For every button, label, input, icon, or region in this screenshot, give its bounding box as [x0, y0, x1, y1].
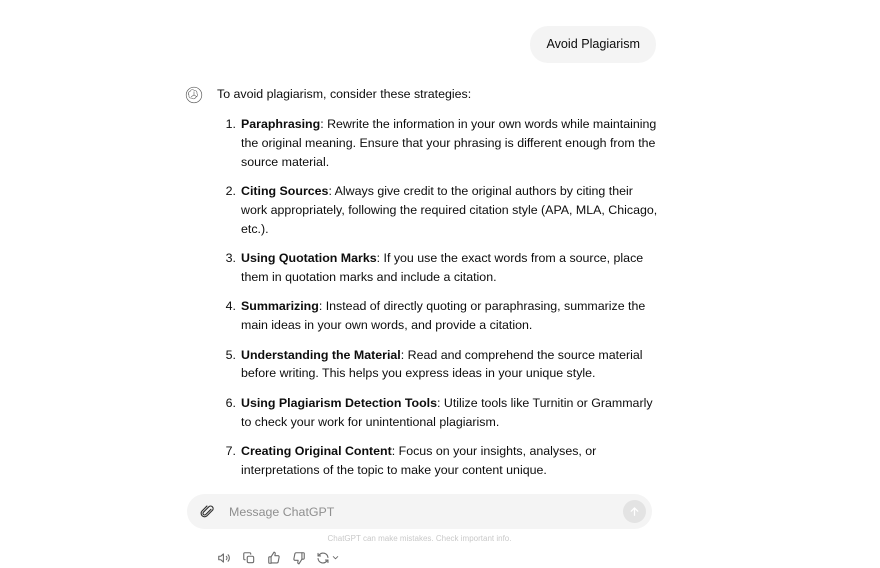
copy-icon	[242, 551, 256, 565]
assistant-intro-paragraph: To avoid plagiarism, consider these strategies:	[217, 87, 472, 102]
list-item-body: Utilize tools like Turnitin or Grammarly to check your work for unintentional plagiarism.	[241, 395, 653, 429]
list-item-separator: :	[328, 184, 335, 199]
composer-footnote: ChatGPT can make mistakes. Check important info.	[327, 534, 512, 543]
user-turn	[180, 26, 660, 63]
message-composer[interactable]	[187, 494, 652, 529]
list-item	[241, 182, 660, 239]
list-item-separator: :	[318, 299, 326, 314]
list-item	[241, 442, 660, 480]
regenerate-icon	[316, 551, 330, 565]
list-item	[241, 115, 660, 172]
message-action-bar	[213, 547, 660, 568]
list-item-term: Using Plagiarism Detection Tools	[241, 395, 437, 410]
list-item-body: Read and comprehend the source material before writing. This helps you express ideas in your unique style.	[241, 347, 643, 381]
list-item-separator: :	[437, 395, 444, 410]
message-input[interactable]	[219, 500, 623, 524]
list-item-separator: :	[400, 347, 408, 362]
copy-button[interactable]	[238, 547, 259, 568]
list-item	[241, 394, 660, 432]
list-item-term: Summarizing	[241, 299, 319, 314]
openai-logo-icon	[185, 86, 203, 104]
regenerate-button[interactable]	[313, 547, 343, 568]
list-item	[241, 297, 660, 335]
bad-response-button[interactable]	[288, 547, 309, 568]
send-button[interactable]	[623, 500, 646, 523]
chevron-down-icon	[331, 553, 340, 562]
read-aloud-button[interactable]	[213, 547, 234, 568]
list-item	[241, 249, 660, 287]
paperclip-icon	[200, 504, 215, 519]
list-item	[241, 346, 660, 384]
list-item-body: Instead of directly quoting or paraphrasing, summarize the main ideas in your own words, and provide a citation.	[241, 299, 646, 333]
arrow-up-icon	[628, 505, 641, 518]
composer-region	[0, 494, 880, 550]
user-message-bubble[interactable]: Avoid Plagiarism	[530, 26, 656, 63]
list-item-body: Rewrite the information in your own words while maintaining the original meaning. Ensure that your phrasing is different enough from the source material.	[241, 117, 657, 169]
good-response-button[interactable]	[263, 547, 284, 568]
assistant-avatar	[183, 84, 205, 106]
list-item-body: Always give credit to the original authors by citing their work appropriately, following the required citation style (APA, MLA, Chicago, etc.).	[241, 184, 658, 236]
list-item-body: Focus on your insights, analyses, or interpretations of the topic to make your content unique.	[241, 443, 597, 477]
list-item-term: Using Quotation Marks	[241, 251, 377, 266]
list-item-term: Creating Original Content	[241, 443, 392, 458]
list-item-separator: :	[376, 251, 384, 266]
list-item-term: Citing Sources	[241, 184, 329, 199]
list-item-separator: :	[320, 117, 328, 132]
list-item-term: Paraphrasing	[241, 117, 321, 132]
message-thread	[180, 0, 660, 568]
thumbs-up-icon	[267, 551, 281, 565]
thumbs-down-icon	[292, 551, 306, 565]
strategies-list	[217, 115, 660, 480]
list-item-body: If you use the exact words from a source, place them in quotation marks and include a citation.	[241, 251, 644, 284]
speaker-icon	[217, 551, 231, 565]
attach-file-button[interactable]	[195, 500, 219, 524]
list-item-term: Understanding the Material	[241, 347, 401, 362]
list-item-separator: :	[391, 443, 399, 458]
